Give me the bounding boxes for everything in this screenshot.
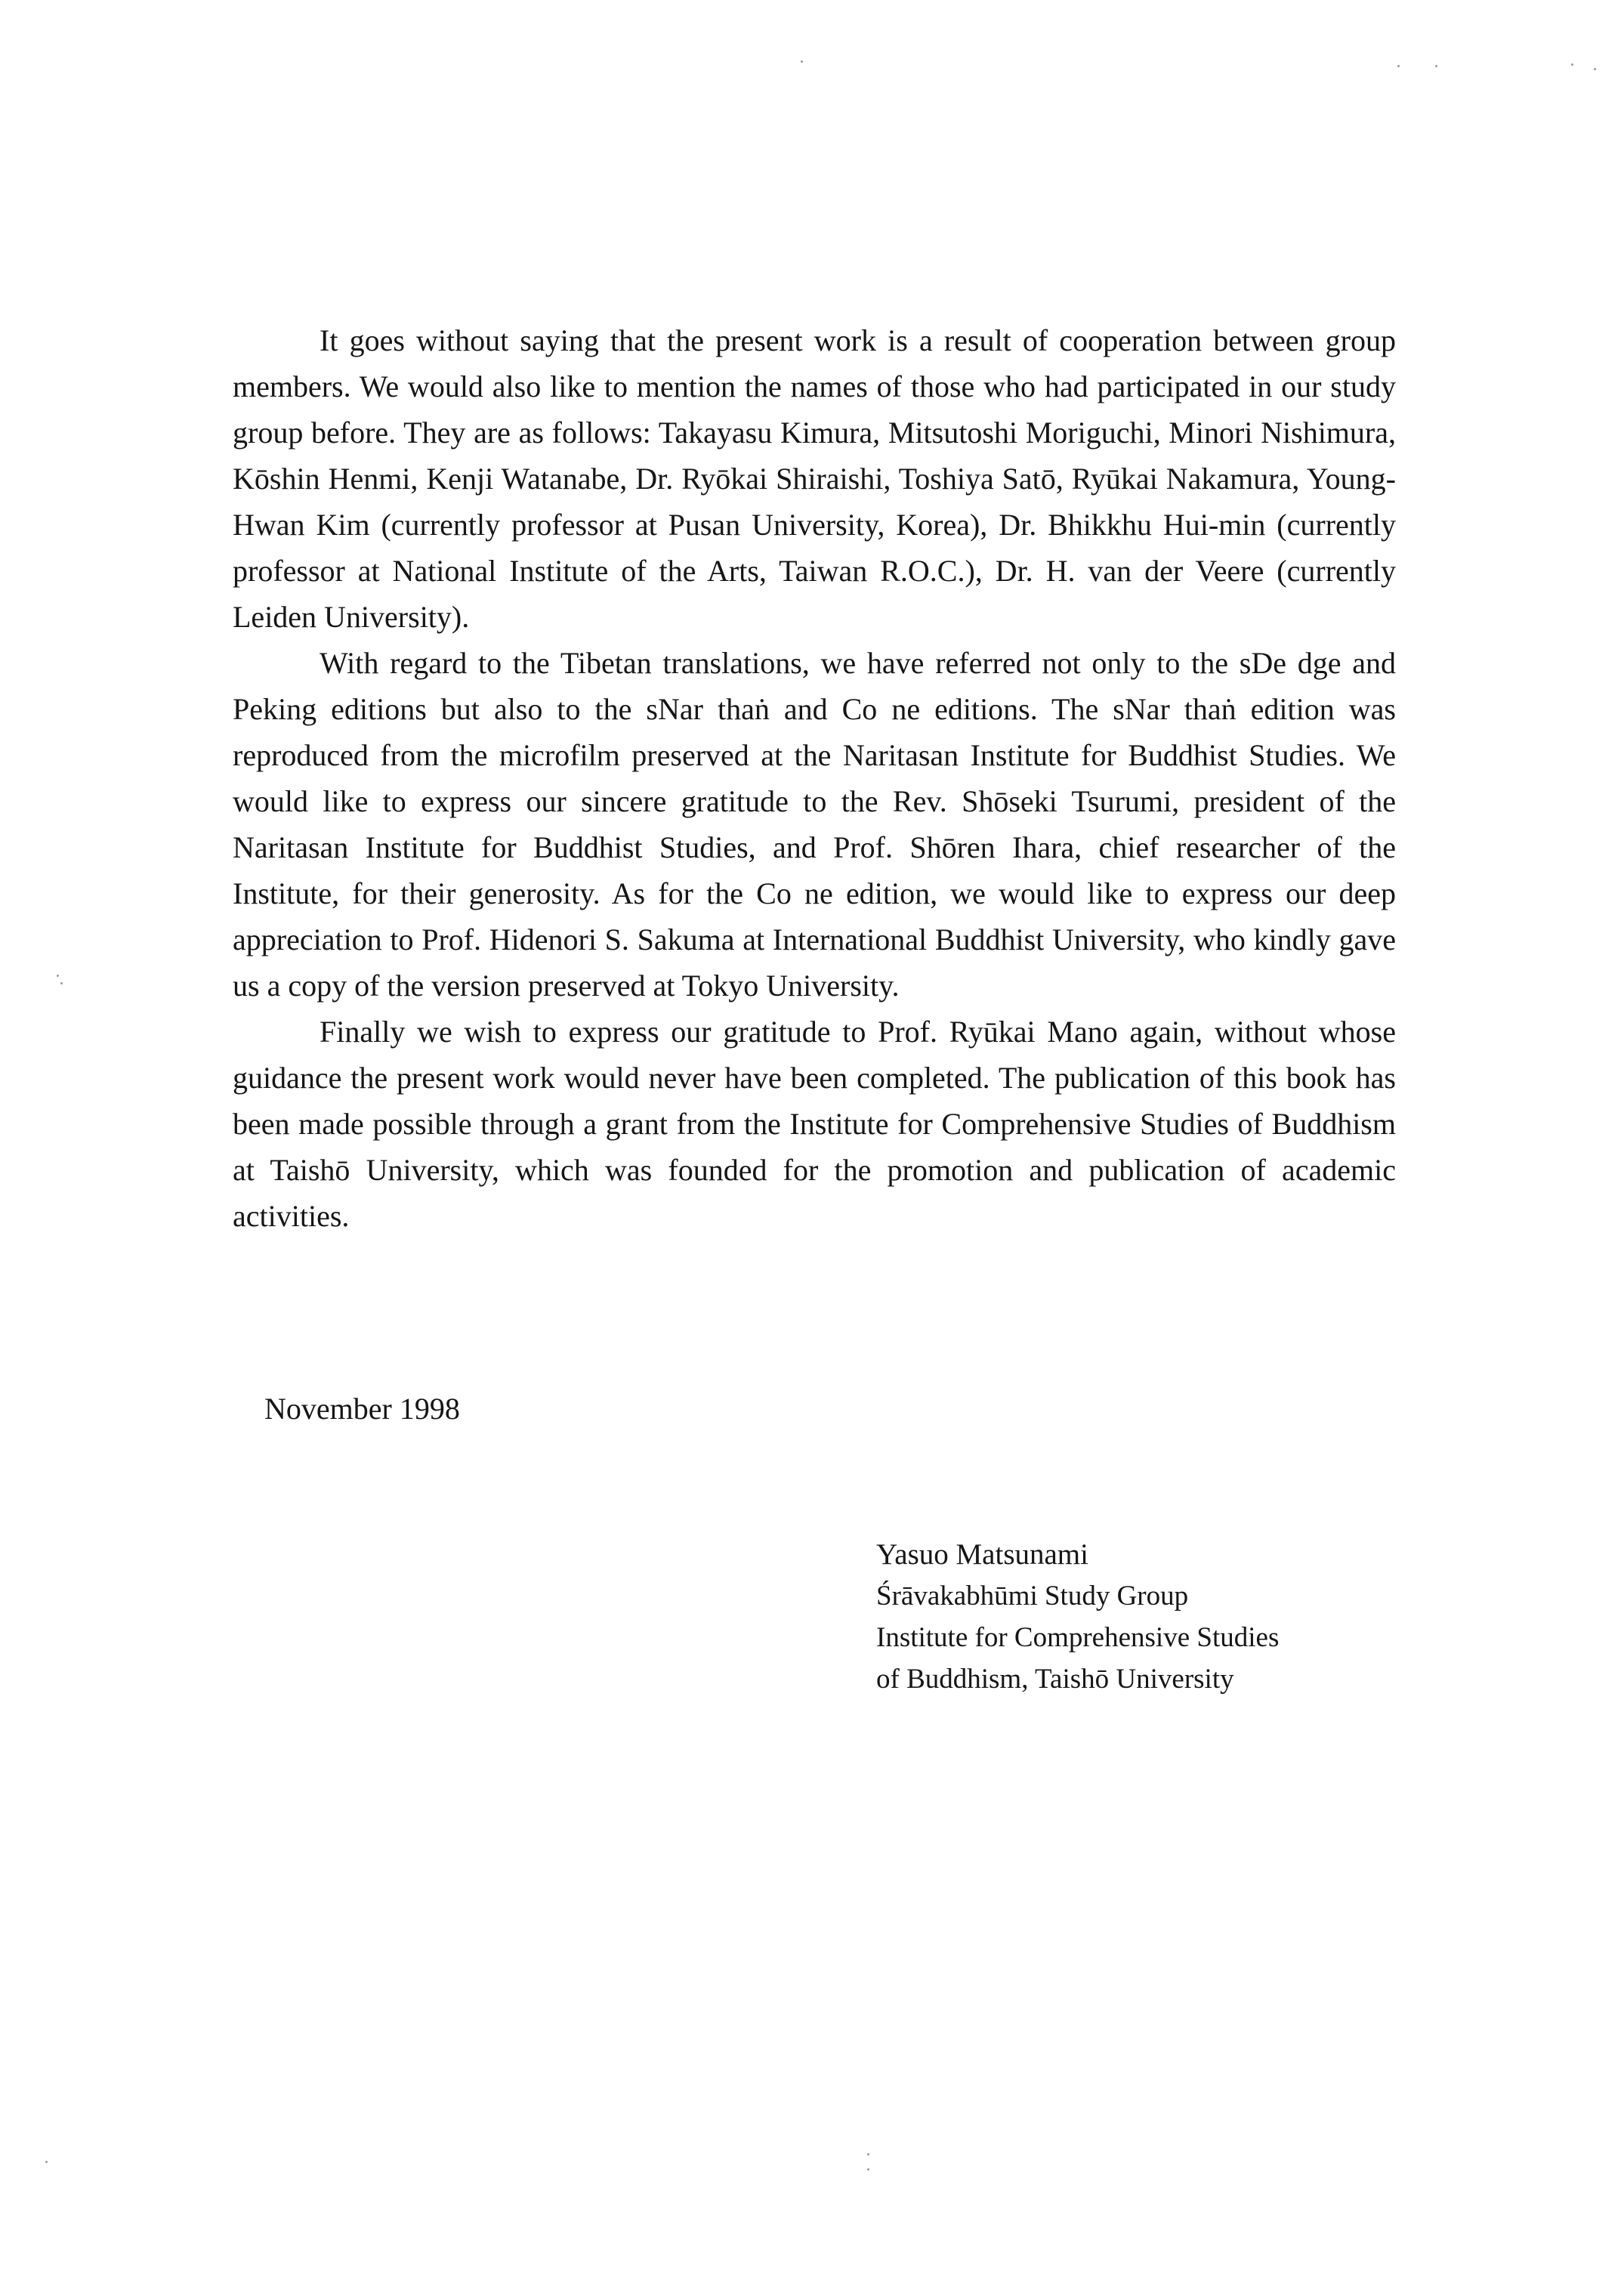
signature-group: Śrāvakabhūmi Study Group bbox=[876, 1581, 1189, 1612]
scan-speck bbox=[1571, 63, 1573, 66]
scan-speck bbox=[1397, 65, 1400, 67]
scan-speck bbox=[60, 982, 63, 984]
signature-block bbox=[876, 1534, 1360, 1700]
scan-speck bbox=[57, 975, 59, 977]
scan-speck bbox=[801, 60, 803, 63]
date-line: November 1998 bbox=[264, 1392, 460, 1426]
scan-speck bbox=[867, 2153, 869, 2155]
signature-institute: Institute for Comprehensive Studies bbox=[876, 1622, 1280, 1653]
paragraph-final-gratitude: Finally we wish to express our gratitude to Prof. Ryūkai Mano again, without whose guidance the present work would never have been completed. The publication of this book has been made possible through a grant from the Institute for Comprehensive Studies of Buddhism at Taishō University, which was founded for the promotion and publication of academic activities. bbox=[233, 1015, 1396, 1233]
signature-university: of Buddhism, Taishō University bbox=[876, 1664, 1234, 1695]
scan-speck bbox=[1594, 68, 1596, 70]
signature-name: Yasuo Matsunami bbox=[876, 1538, 1088, 1571]
scan-speck bbox=[867, 2168, 869, 2171]
paragraph-tibetan-translations: With regard to the Tibetan translations, we have referred not only to the sDe dge and Peking editions but also to the sNar thaṅ and Co ne editions. The sNar thaṅ edition was reproduced from the microfilm preserved at the Naritasan Institute for Buddhist Studies. We would like to express our sincere gratitude to the Rev. Shōseki Tsurumi, president of the Naritasan Institute for Buddhist Studies, and Prof. Shōren Ihara, chief researcher of the Institute, for their generosity. As for the Co ne edition, we would like to express our deep appreciation to Prof. Hidenori S. Sakuma at International Buddhist University, who kindly gave us a copy of the version preserved at Tokyo University. bbox=[233, 646, 1396, 1003]
scan-speck bbox=[45, 2161, 48, 2163]
paragraph-acknowledgement-members: It goes without saying that the present work is a result of cooperation between group members. We would also like to mention the names of those who had participated in our study group before. They are as follows: Takayasu Kimura, Mitsutoshi Moriguchi, Minori Nishimura, Kōshin Henmi, Kenji Watanabe, Dr. Ryōkai Shiraishi, Toshiya Satō, Ryūkai Nakamura, Young-Hwan Kim (currently professor at Pusan University, Korea), Dr. Bhikkhu Hui-min (currently professor at National Institute of the Arts, Taiwan R.O.C.), Dr. H. van der Veere (currently Leiden University). bbox=[233, 323, 1396, 634]
scan-speck bbox=[1435, 65, 1437, 67]
body-text bbox=[233, 317, 1396, 1239]
